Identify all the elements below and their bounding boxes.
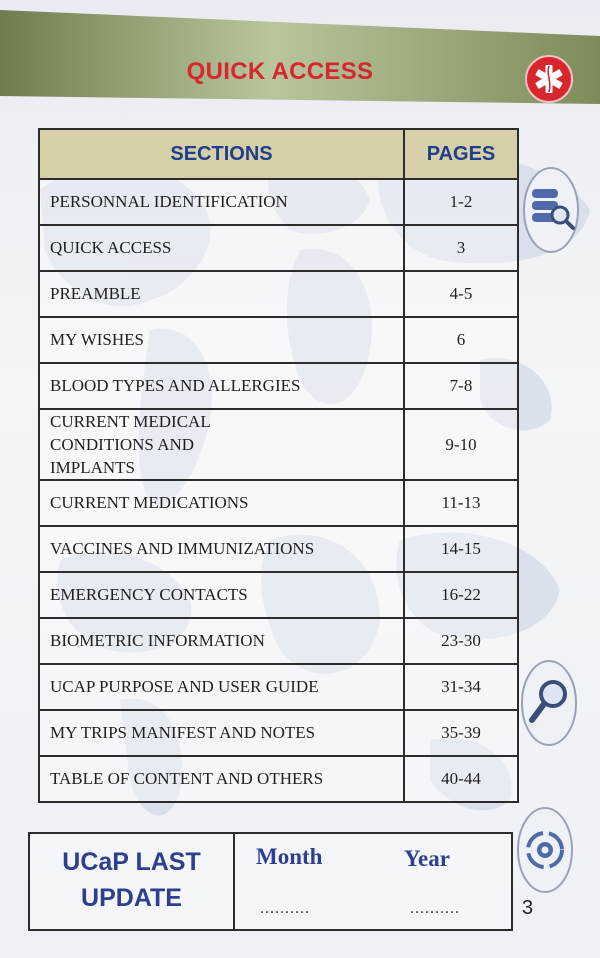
section-name: VACCINES AND IMMUNIZATIONS — [39, 526, 404, 572]
month-label: Month — [256, 844, 323, 869]
section-name: UCAP PURPOSE AND USER GUIDE — [39, 664, 404, 710]
section-name: PREAMBLE — [39, 271, 404, 317]
pages-header: PAGES — [404, 129, 518, 179]
table-row[interactable] — [39, 480, 518, 526]
ucap-label-line2: UPDATE — [81, 884, 182, 912]
last-update-box — [28, 832, 513, 931]
section-pages: 11-13 — [404, 480, 518, 526]
section-pages: 9-10 — [404, 409, 518, 480]
section-pages: 3 — [404, 225, 518, 271]
table-row[interactable] — [39, 572, 518, 618]
section-pages: 40-44 — [404, 756, 518, 802]
page-number: 3 — [522, 897, 534, 919]
section-name: PERSONNAL IDENTIFICATION — [39, 179, 404, 225]
table-row[interactable] — [39, 756, 518, 802]
section-pages: 7-8 — [404, 363, 518, 409]
table-row[interactable] — [39, 363, 518, 409]
table-row[interactable] — [39, 317, 518, 363]
magnifier-icon[interactable] — [520, 658, 578, 748]
section-name: BLOOD TYPES AND ALLERGIES — [39, 363, 404, 409]
sections-table — [38, 128, 519, 803]
section-name: EMERGENCY CONTACTS — [39, 572, 404, 618]
section-name: CURRENT MEDICATIONS — [39, 480, 404, 526]
section-name: TABLE OF CONTENT AND OTHERS — [39, 756, 404, 802]
section-pages: 4-5 — [404, 271, 518, 317]
section-pages: 14-15 — [404, 526, 518, 572]
month-field[interactable]: .......... — [260, 900, 310, 917]
section-pages: 1-2 — [404, 179, 518, 225]
ucap-last-update-label — [30, 844, 233, 916]
year-field[interactable]: .......... — [410, 900, 460, 917]
table-row[interactable] — [39, 409, 518, 480]
section-name: BIOMETRIC INFORMATION — [39, 618, 404, 664]
section-pages: 23-30 — [404, 618, 518, 664]
table-row[interactable] — [39, 618, 518, 664]
section-pages: 35-39 — [404, 710, 518, 756]
section-pages: 31-34 — [404, 664, 518, 710]
section-pages: 6 — [404, 317, 518, 363]
sections-header: SECTIONS — [39, 129, 404, 179]
section-name: MY TRIPS MANIFEST AND NOTES — [39, 710, 404, 756]
gear-cycle-icon[interactable] — [516, 805, 574, 895]
table-row[interactable] — [39, 710, 518, 756]
ucap-label-line1: UCaP LAST — [62, 848, 201, 876]
table-row[interactable] — [39, 225, 518, 271]
year-label: Year — [404, 846, 450, 871]
star-of-life-icon — [524, 54, 574, 104]
table-row[interactable] — [39, 179, 518, 225]
table-row[interactable] — [39, 526, 518, 572]
footer-divider — [233, 834, 235, 929]
section-name: MY WISHES — [39, 317, 404, 363]
table-header-row — [39, 129, 518, 179]
section-name: QUICK ACCESS — [39, 225, 404, 271]
database-search-icon[interactable] — [522, 165, 580, 255]
table-row[interactable] — [39, 664, 518, 710]
table-row[interactable] — [39, 271, 518, 317]
page-title: QUICK ACCESS — [186, 58, 374, 85]
section-name: CURRENT MEDICAL CONDITIONS AND IMPLANTS — [39, 409, 404, 480]
section-pages: 16-22 — [404, 572, 518, 618]
